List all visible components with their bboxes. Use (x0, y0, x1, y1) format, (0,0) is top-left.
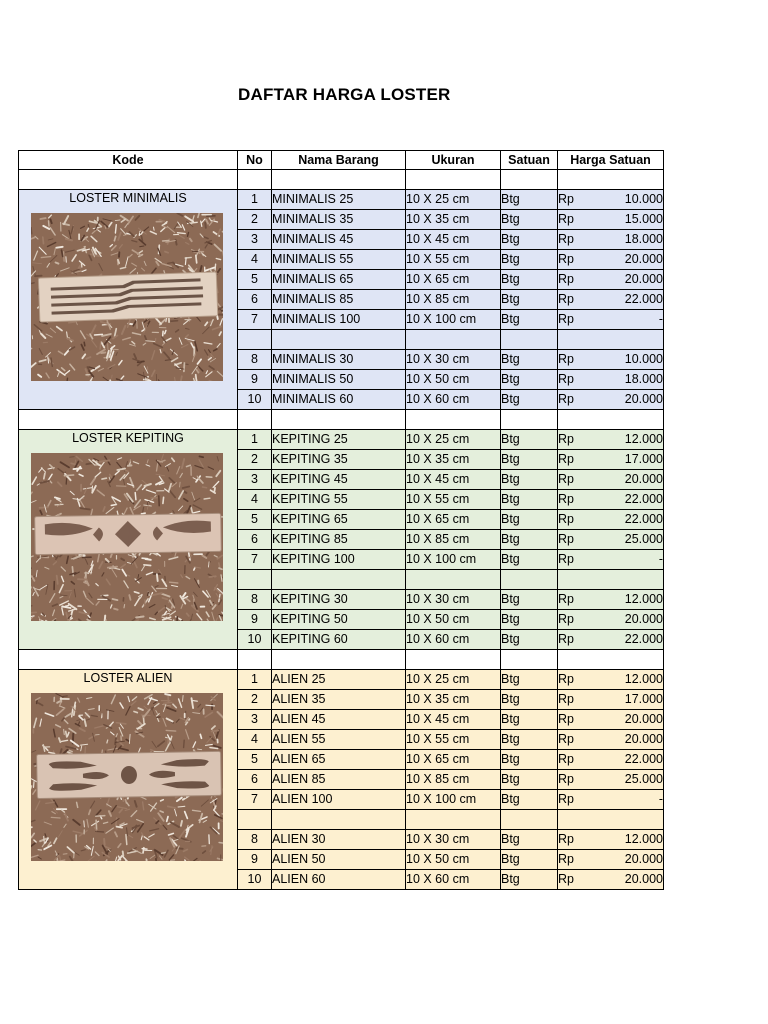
row-harga-satuan (558, 390, 664, 410)
row-nama-barang: KEPITING 50 (272, 610, 406, 630)
currency-label: Rp (558, 592, 574, 606)
row-no: 3 (238, 470, 272, 490)
price-amount: 12.000 (624, 592, 663, 606)
row-no: 7 (238, 550, 272, 570)
loster-kepiting-photo (31, 453, 223, 621)
row-harga-satuan (558, 470, 664, 490)
price-amount: 22.000 (624, 752, 663, 766)
row-no: 2 (238, 450, 272, 470)
price-amount: 20.000 (624, 612, 663, 626)
row-nama-barang: ALIEN 25 (272, 670, 406, 690)
empty-cell (19, 170, 238, 190)
empty-cell (501, 650, 558, 670)
empty-cell (272, 170, 406, 190)
row-nama-barang: MINIMALIS 35 (272, 210, 406, 230)
loster-alien-label: LOSTER ALIEN (83, 671, 173, 685)
row-no: 4 (238, 490, 272, 510)
currency-label: Rp (558, 712, 574, 726)
price-amount: 15.000 (624, 212, 663, 226)
row-ukuran: 10 X 55 cm (406, 730, 501, 750)
header-kode: Kode (19, 151, 238, 170)
row-no: 10 (238, 390, 272, 410)
empty-cell (501, 410, 558, 430)
row-satuan: Btg (501, 550, 558, 570)
row-satuan: Btg (501, 430, 558, 450)
row-ukuran: 10 X 55 cm (406, 250, 501, 270)
empty-cell (19, 410, 238, 430)
row-satuan: Btg (501, 590, 558, 610)
row-nama-barang: KEPITING 30 (272, 590, 406, 610)
currency-label: Rp (558, 632, 574, 646)
row-harga-satuan (558, 630, 664, 650)
currency-label: Rp (558, 792, 574, 806)
price-amount: - (658, 792, 663, 806)
row-satuan: Btg (501, 770, 558, 790)
currency-label: Rp (558, 752, 574, 766)
row-no: 1 (238, 190, 272, 210)
price-amount: 12.000 (624, 432, 663, 446)
row-no: 4 (238, 250, 272, 270)
row-harga-satuan (558, 810, 664, 830)
row-nama-barang: MINIMALIS 25 (272, 190, 406, 210)
row-harga-satuan (558, 570, 664, 590)
header-satuan: Satuan (501, 151, 558, 170)
row-harga-satuan (558, 370, 664, 390)
row-harga-satuan (558, 550, 664, 570)
price-amount: 25.000 (624, 532, 663, 546)
row-nama-barang (272, 810, 406, 830)
price-amount: 18.000 (624, 232, 663, 246)
row-harga-satuan (558, 530, 664, 550)
row-nama-barang: ALIEN 50 (272, 850, 406, 870)
row-no: 6 (238, 290, 272, 310)
row-ukuran: 10 X 50 cm (406, 610, 501, 630)
currency-label: Rp (558, 832, 574, 846)
loster-kepiting-kode-cell (19, 430, 238, 650)
row-satuan: Btg (501, 850, 558, 870)
row-harga-satuan (558, 350, 664, 370)
row-ukuran: 10 X 45 cm (406, 230, 501, 250)
row-ukuran: 10 X 65 cm (406, 270, 501, 290)
price-amount: 20.000 (624, 252, 663, 266)
row-ukuran: 10 X 85 cm (406, 530, 501, 550)
row-ukuran: 10 X 35 cm (406, 210, 501, 230)
currency-label: Rp (558, 212, 574, 226)
price-amount: 10.000 (624, 192, 663, 206)
row-no: 4 (238, 730, 272, 750)
row-satuan: Btg (501, 510, 558, 530)
price-amount: 17.000 (624, 692, 663, 706)
header-no: No (238, 151, 272, 170)
row-harga-satuan (558, 750, 664, 770)
row-harga-satuan (558, 290, 664, 310)
row-ukuran: 10 X 30 cm (406, 590, 501, 610)
currency-label: Rp (558, 492, 574, 506)
price-amount: 20.000 (624, 712, 663, 726)
row-ukuran: 10 X 30 cm (406, 830, 501, 850)
row-ukuran: 10 X 50 cm (406, 850, 501, 870)
table-row (19, 190, 664, 210)
loster-alien-kode-cell (19, 670, 238, 890)
currency-label: Rp (558, 192, 574, 206)
row-satuan: Btg (501, 370, 558, 390)
row-satuan: Btg (501, 690, 558, 710)
row-ukuran: 10 X 60 cm (406, 630, 501, 650)
row-satuan: Btg (501, 470, 558, 490)
currency-label: Rp (558, 272, 574, 286)
row-ukuran: 10 X 85 cm (406, 770, 501, 790)
row-no (238, 810, 272, 830)
row-ukuran: 10 X 45 cm (406, 470, 501, 490)
row-ukuran: 10 X 30 cm (406, 350, 501, 370)
spacer-row (19, 170, 664, 190)
table-body (19, 170, 664, 890)
row-no: 7 (238, 790, 272, 810)
row-no: 10 (238, 870, 272, 890)
row-satuan: Btg (501, 490, 558, 510)
header-harga-satuan: Harga Satuan (558, 151, 664, 170)
price-amount: 22.000 (624, 292, 663, 306)
row-no: 6 (238, 770, 272, 790)
empty-cell (272, 650, 406, 670)
row-satuan: Btg (501, 190, 558, 210)
empty-cell (558, 410, 664, 430)
empty-cell (19, 650, 238, 670)
empty-cell (406, 170, 501, 190)
row-no: 5 (238, 510, 272, 530)
row-satuan: Btg (501, 450, 558, 470)
row-ukuran: 10 X 35 cm (406, 690, 501, 710)
loster-minimalis-kode-cell (19, 190, 238, 410)
row-harga-satuan (558, 190, 664, 210)
currency-label: Rp (558, 252, 574, 266)
row-nama-barang: ALIEN 55 (272, 730, 406, 750)
empty-cell (558, 650, 664, 670)
price-amount: - (658, 552, 663, 566)
row-ukuran: 10 X 85 cm (406, 290, 501, 310)
row-nama-barang: ALIEN 35 (272, 690, 406, 710)
currency-label: Rp (558, 512, 574, 526)
table-row (19, 430, 664, 450)
currency-label: Rp (558, 472, 574, 486)
row-no: 7 (238, 310, 272, 330)
row-harga-satuan (558, 430, 664, 450)
row-no: 9 (238, 370, 272, 390)
currency-label: Rp (558, 672, 574, 686)
price-amount: 12.000 (624, 672, 663, 686)
row-no: 2 (238, 690, 272, 710)
row-no: 9 (238, 610, 272, 630)
currency-label: Rp (558, 612, 574, 626)
row-nama-barang: MINIMALIS 60 (272, 390, 406, 410)
currency-label: Rp (558, 452, 574, 466)
row-nama-barang: KEPITING 60 (272, 630, 406, 650)
currency-label: Rp (558, 392, 574, 406)
row-harga-satuan (558, 790, 664, 810)
row-harga-satuan (558, 690, 664, 710)
row-nama-barang: KEPITING 85 (272, 530, 406, 550)
price-amount: 18.000 (624, 372, 663, 386)
row-satuan: Btg (501, 290, 558, 310)
row-harga-satuan (558, 710, 664, 730)
row-nama-barang: ALIEN 85 (272, 770, 406, 790)
row-ukuran: 10 X 55 cm (406, 490, 501, 510)
price-amount: 20.000 (624, 732, 663, 746)
empty-cell (272, 410, 406, 430)
row-nama-barang: KEPITING 45 (272, 470, 406, 490)
row-ukuran: 10 X 25 cm (406, 670, 501, 690)
price-amount: 17.000 (624, 452, 663, 466)
row-satuan: Btg (501, 230, 558, 250)
row-satuan: Btg (501, 730, 558, 750)
row-harga-satuan (558, 270, 664, 290)
currency-label: Rp (558, 532, 574, 546)
row-no: 1 (238, 430, 272, 450)
row-no: 6 (238, 530, 272, 550)
row-harga-satuan (558, 850, 664, 870)
row-no: 5 (238, 270, 272, 290)
row-no: 1 (238, 670, 272, 690)
row-ukuran: 10 X 50 cm (406, 370, 501, 390)
row-satuan (501, 330, 558, 350)
currency-label: Rp (558, 552, 574, 566)
row-nama-barang (272, 570, 406, 590)
row-harga-satuan (558, 490, 664, 510)
row-harga-satuan (558, 450, 664, 470)
row-ukuran (406, 810, 501, 830)
document-title: DAFTAR HARGA LOSTER (238, 85, 451, 104)
group-separator-row (19, 410, 664, 430)
empty-cell (238, 650, 272, 670)
row-nama-barang: ALIEN 60 (272, 870, 406, 890)
currency-label: Rp (558, 312, 574, 326)
row-satuan: Btg (501, 270, 558, 290)
row-no: 3 (238, 710, 272, 730)
row-harga-satuan (558, 310, 664, 330)
row-harga-satuan (558, 250, 664, 270)
row-no: 8 (238, 590, 272, 610)
row-satuan: Btg (501, 210, 558, 230)
row-nama-barang: ALIEN 100 (272, 790, 406, 810)
row-harga-satuan (558, 730, 664, 750)
row-satuan: Btg (501, 750, 558, 770)
currency-label: Rp (558, 232, 574, 246)
row-harga-satuan (558, 870, 664, 890)
row-satuan (501, 810, 558, 830)
loster-alien-photo (31, 693, 223, 861)
currency-label: Rp (558, 432, 574, 446)
empty-cell (238, 170, 272, 190)
empty-cell (238, 410, 272, 430)
row-ukuran: 10 X 45 cm (406, 710, 501, 730)
row-harga-satuan (558, 670, 664, 690)
row-nama-barang: MINIMALIS 50 (272, 370, 406, 390)
empty-cell (406, 650, 501, 670)
empty-cell (558, 170, 664, 190)
row-nama-barang: MINIMALIS 85 (272, 290, 406, 310)
price-amount: 22.000 (624, 512, 663, 526)
row-nama-barang: KEPITING 65 (272, 510, 406, 530)
price-amount: 20.000 (624, 392, 663, 406)
price-amount: 10.000 (624, 352, 663, 366)
row-nama-barang: MINIMALIS 65 (272, 270, 406, 290)
empty-cell (501, 170, 558, 190)
row-harga-satuan (558, 330, 664, 350)
row-ukuran: 10 X 25 cm (406, 430, 501, 450)
price-amount: 12.000 (624, 832, 663, 846)
price-amount: 22.000 (624, 632, 663, 646)
row-satuan: Btg (501, 250, 558, 270)
header-row (19, 151, 664, 170)
price-amount: - (658, 312, 663, 326)
row-ukuran (406, 570, 501, 590)
row-satuan: Btg (501, 830, 558, 850)
row-nama-barang (272, 330, 406, 350)
row-no: 10 (238, 630, 272, 650)
row-ukuran: 10 X 35 cm (406, 450, 501, 470)
currency-label: Rp (558, 772, 574, 786)
row-harga-satuan (558, 830, 664, 850)
row-no (238, 570, 272, 590)
row-nama-barang: KEPITING 100 (272, 550, 406, 570)
row-nama-barang: ALIEN 65 (272, 750, 406, 770)
row-harga-satuan (558, 230, 664, 250)
row-satuan: Btg (501, 350, 558, 370)
currency-label: Rp (558, 732, 574, 746)
row-harga-satuan (558, 510, 664, 530)
row-satuan: Btg (501, 390, 558, 410)
row-nama-barang: MINIMALIS 45 (272, 230, 406, 250)
row-no: 2 (238, 210, 272, 230)
row-ukuran: 10 X 25 cm (406, 190, 501, 210)
row-nama-barang: ALIEN 30 (272, 830, 406, 850)
currency-label: Rp (558, 292, 574, 306)
row-no (238, 330, 272, 350)
price-amount: 20.000 (624, 272, 663, 286)
row-nama-barang: ALIEN 45 (272, 710, 406, 730)
row-satuan: Btg (501, 710, 558, 730)
row-satuan: Btg (501, 630, 558, 650)
row-nama-barang: KEPITING 55 (272, 490, 406, 510)
row-ukuran: 10 X 100 cm (406, 310, 501, 330)
loster-minimalis-label: LOSTER MINIMALIS (69, 191, 187, 205)
price-amount: 25.000 (624, 772, 663, 786)
row-satuan: Btg (501, 530, 558, 550)
loster-minimalis-photo (31, 213, 223, 381)
row-satuan: Btg (501, 610, 558, 630)
price-table (18, 150, 664, 890)
empty-cell (406, 410, 501, 430)
row-harga-satuan (558, 210, 664, 230)
loster-kepiting-label: LOSTER KEPITING (72, 431, 184, 445)
header-ukuran: Ukuran (406, 151, 501, 170)
currency-label: Rp (558, 372, 574, 386)
row-nama-barang: MINIMALIS 30 (272, 350, 406, 370)
row-no: 5 (238, 750, 272, 770)
currency-label: Rp (558, 852, 574, 866)
row-nama-barang: KEPITING 25 (272, 430, 406, 450)
row-no: 3 (238, 230, 272, 250)
row-nama-barang: KEPITING 35 (272, 450, 406, 470)
row-ukuran: 10 X 60 cm (406, 870, 501, 890)
row-no: 8 (238, 350, 272, 370)
row-harga-satuan (558, 610, 664, 630)
price-amount: 20.000 (624, 472, 663, 486)
price-amount: 22.000 (624, 492, 663, 506)
row-satuan (501, 570, 558, 590)
price-amount: 20.000 (624, 852, 663, 866)
row-satuan: Btg (501, 870, 558, 890)
price-amount: 20.000 (624, 872, 663, 886)
currency-label: Rp (558, 692, 574, 706)
currency-label: Rp (558, 352, 574, 366)
row-harga-satuan (558, 770, 664, 790)
row-ukuran (406, 330, 501, 350)
row-harga-satuan (558, 590, 664, 610)
row-ukuran: 10 X 100 cm (406, 790, 501, 810)
table-row (19, 670, 664, 690)
currency-label: Rp (558, 872, 574, 886)
row-no: 9 (238, 850, 272, 870)
row-satuan: Btg (501, 790, 558, 810)
row-no: 8 (238, 830, 272, 850)
row-ukuran: 10 X 100 cm (406, 550, 501, 570)
row-ukuran: 10 X 65 cm (406, 750, 501, 770)
row-nama-barang: MINIMALIS 55 (272, 250, 406, 270)
row-ukuran: 10 X 60 cm (406, 390, 501, 410)
row-nama-barang: MINIMALIS 100 (272, 310, 406, 330)
group-separator-row (19, 650, 664, 670)
row-ukuran: 10 X 65 cm (406, 510, 501, 530)
row-satuan: Btg (501, 670, 558, 690)
header-nama-barang: Nama Barang (272, 151, 406, 170)
row-satuan: Btg (501, 310, 558, 330)
